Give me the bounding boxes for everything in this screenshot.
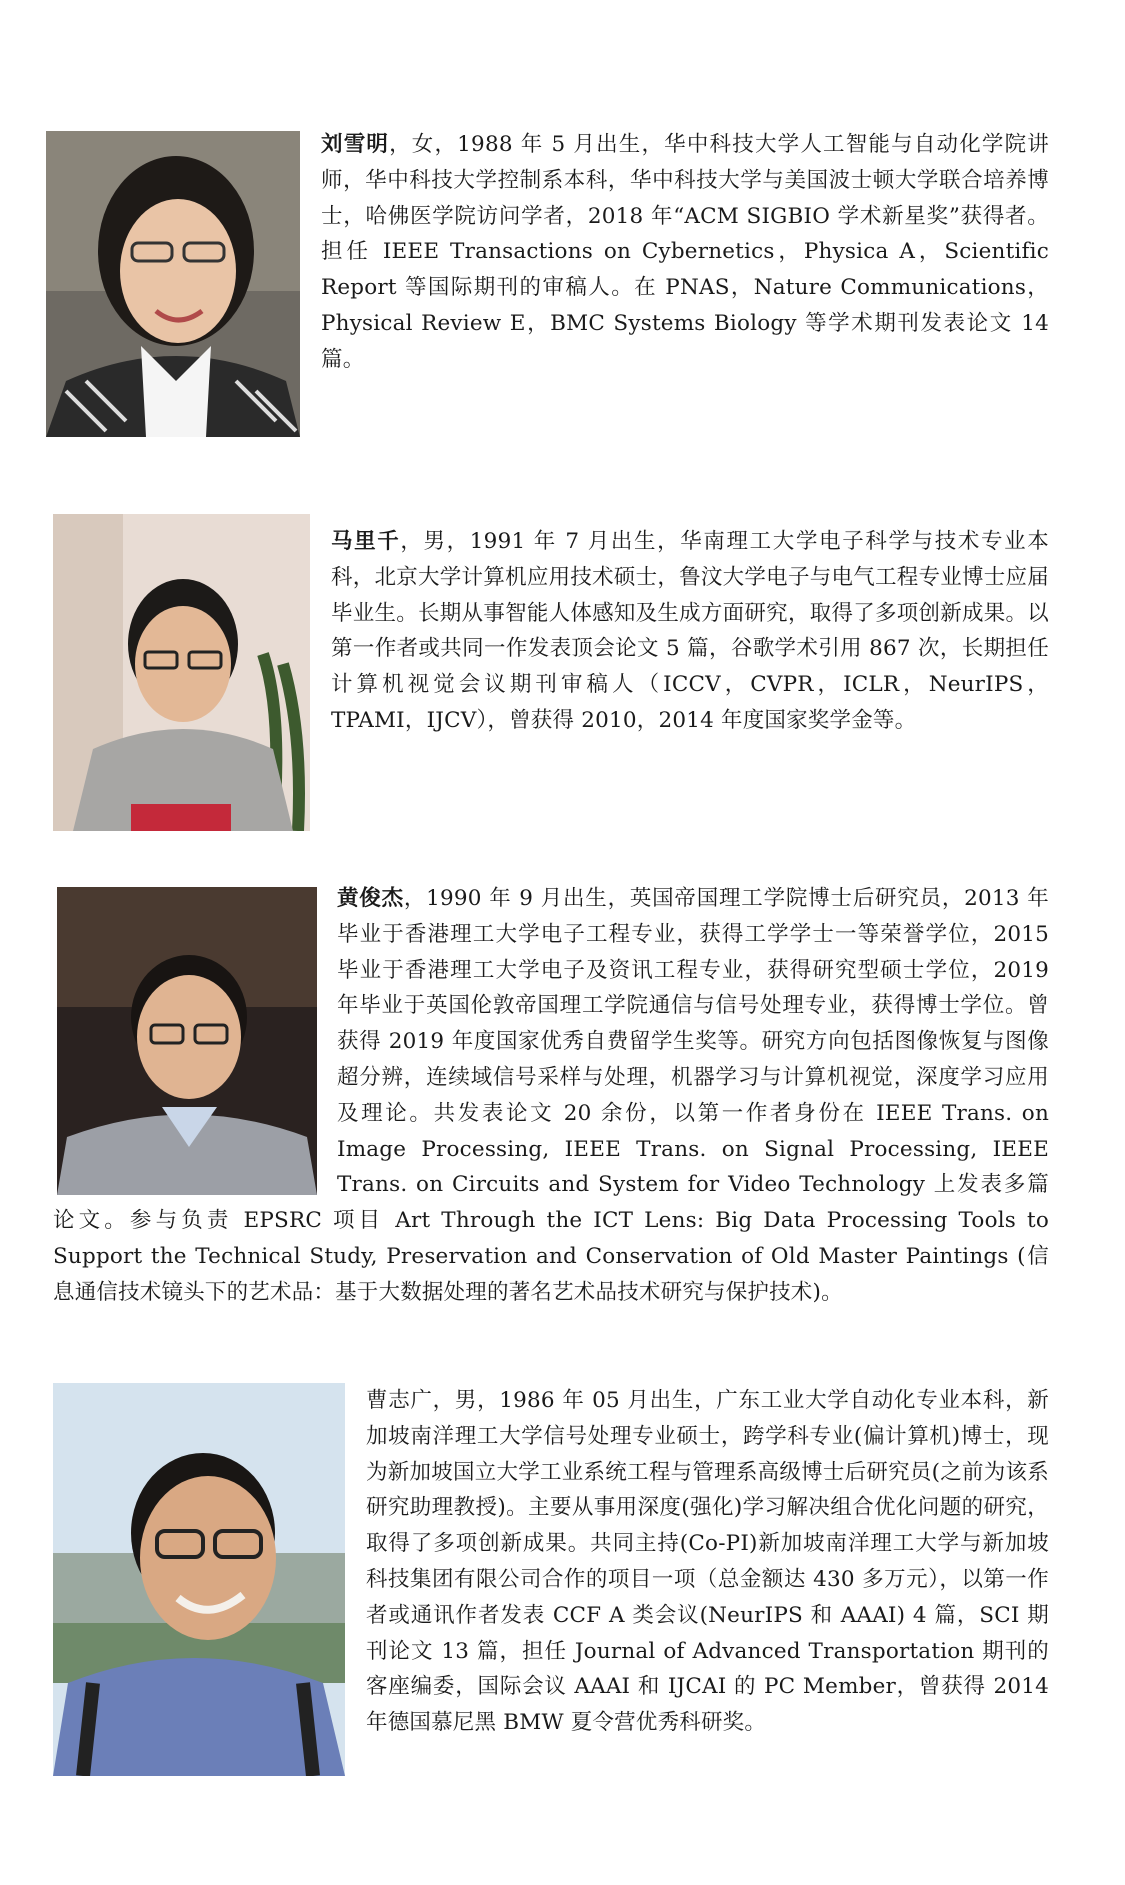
bio-name: 黄俊杰 <box>337 886 404 911</box>
portrait-liu-xueming <box>46 131 300 437</box>
bio-text-1 <box>321 127 1049 378</box>
portrait-cao-zhiguang <box>53 1383 345 1776</box>
bio-text-3 <box>53 881 1049 1311</box>
bio-text-2 <box>331 524 1049 739</box>
portrait-huang-junjie <box>57 887 317 1195</box>
bio-name: 曹志广 <box>366 1388 433 1413</box>
bio-body: ，男，1991 年 7 月出生，华南理工大学电子科学与技术专业本科，北京大学计算机应用技术硕士，鲁汶大学电子与电气工程专业博士应届毕业生。长期从事智能人体感知及生成方面研究，取得了多项创新成果。以第一作者或共同一作发表顶会论文 5 篇，谷歌学术引用 867 次，长期担任计算机视觉会议期刊审稿人（ICCV，CVPR，ICLR，NeurIPS，TPAMI，IJCV），曾获得 2010，2014 年度国家奖学金等。 <box>331 529 1049 733</box>
bio-body: ，男，1986 年 05 月出生，广东工业大学自动化专业本科，新加坡南洋理工大学信号处理专业硕士，跨学科专业(偏计算机)博士，现为新加坡国立大学工业系统工程与管理系高级博士后研究员(之前为该系研究助理教授)。主要从事用深度(强化)学习解决组合优化问题的研究，取得了多项创新成果。共同主持(Co-PI)新加坡南洋理工大学与新加坡科技集团有限公司合作的项目一项（总金额达 430 多万元），以第一作者或通讯作者发表 CCF A 类会议(NeurIPS 和 AAAI) 4 篇，SCI 期刊论文 13 篇，担任 Journal of Advanced Transportation 期刊的客座编委，国际会议 AAAI 和 IJCAI 的 PC Member，曾获得 2014 年德国慕尼黑 BMW 夏令营优秀科研奖。 <box>366 1388 1049 1736</box>
bio-name: 马里千 <box>331 529 401 554</box>
bio-name: 刘雪明 <box>321 132 390 157</box>
portrait-ma-liqian <box>53 514 310 831</box>
bio-text-4 <box>366 1383 1049 1741</box>
bio-body: ，1990 年 9 月出生，英国帝国理工学院博士后研究员，2013 年毕业于香港理工大学电子工程专业，获得工学学士一等荣誉学位，2015 毕业于香港理工大学电子及资讯工程专业，获得研究型硕士学位，2019 年毕业于英国伦敦帝国理工学院通信与信号处理专业，获得博士学位。曾获得 2019 年度国家优秀自费留学生奖等。研究方向包括图像恢复与图像超分辨，连续域信号采样与处理，机器学习与计算机视觉，深度学习应用及理论。共发表论文 20 余份，以第一作者身份在 IEEE Trans. on Image Processing, IEEE Trans. on Signal Processing, IEEE Trans. on Circuits and System for Video Technology 上发表多篇论文。参与负责 EPSRC 项目 Art Through the ICT Lens: Big Data Processing Tools to Support the Technical Study, Preservation and Conservation of Old Master Paintings (信息通信技术镜头下的艺术品：基于大数据处理的著名艺术品技术研究与保护技术)。 <box>53 886 1050 1305</box>
bio-body: ，女，1988 年 5 月出生，华中科技大学人工智能与自动化学院讲师，华中科技大学控制系本科，华中科技大学与美国波士顿大学联合培养博士，哈佛医学院访问学者，2018 年“ACM SIGBIO 学术新星奖”获得者。担任 IEEE Transactions on Cybernetics，Physica A，Scientific Report 等国际期刊的审稿人。在 PNAS，Nature Communications，Physical Review E，BMC Systems Biology 等学术期刊发表论文 14 篇。 <box>321 132 1049 372</box>
